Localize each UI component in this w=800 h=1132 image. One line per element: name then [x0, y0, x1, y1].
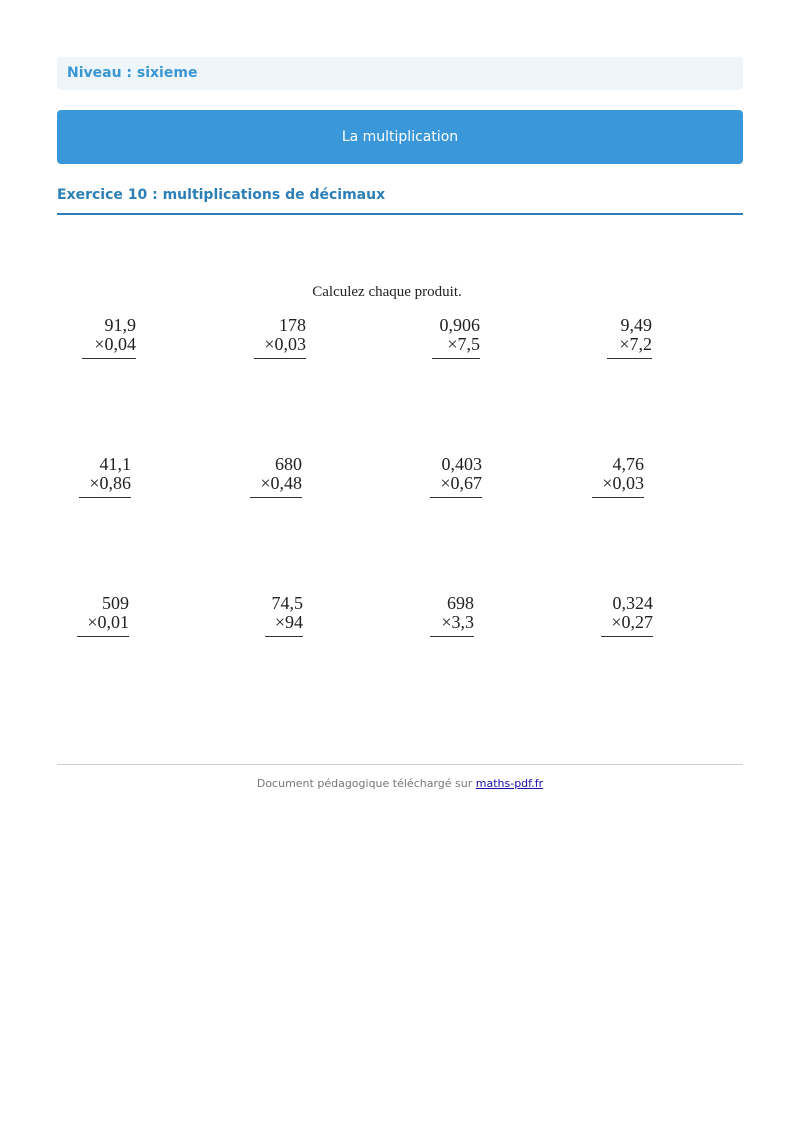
problem-multiplicand: 178 [279, 315, 306, 335]
problem-multiplicand: 698 [447, 593, 474, 613]
exercise-heading: Exercice 10 : multiplications de décimaux [57, 185, 743, 215]
problem-multiplicand: 0,906 [439, 315, 480, 335]
problem-multiplier: ×0,48 [260, 473, 302, 493]
problem-multiplier: ×0,67 [440, 473, 482, 493]
problem-result-line [82, 358, 136, 359]
problem-multiplier: ×7,2 [619, 334, 652, 354]
multiplication-problem [607, 316, 652, 359]
page-title: La multiplication [57, 110, 743, 164]
problem-result-line [250, 497, 302, 498]
problem-result-line [79, 497, 131, 498]
problem-multiplier: ×0,01 [87, 612, 129, 632]
problem-result-line [592, 497, 644, 498]
problem-multiplicand: 4,76 [612, 454, 644, 474]
problem-multiplicand: 0,324 [612, 593, 653, 613]
multiplication-problem [254, 316, 306, 359]
multiplication-problem [82, 316, 136, 359]
problem-multiplicand: 9,49 [620, 315, 652, 335]
exercise-instruction: Calculez chaque produit. [312, 284, 462, 300]
problem-multiplier: ×0,03 [264, 334, 306, 354]
exercise-sheet [57, 270, 743, 650]
multiplication-problem [77, 594, 129, 637]
problem-result-line [254, 358, 306, 359]
problem-multiplicand: 509 [102, 593, 129, 613]
problem-multiplier: ×3,3 [441, 612, 474, 632]
multiplication-problem [592, 455, 644, 498]
problem-multiplier: ×7,5 [447, 334, 480, 354]
problem-multiplicand: 91,9 [104, 315, 136, 335]
problem-result-line [432, 358, 480, 359]
problem-multiplier: ×0,27 [611, 612, 653, 632]
level-label: Niveau : sixieme [57, 57, 743, 90]
footer [57, 777, 743, 790]
problem-result-line [601, 636, 653, 637]
problem-multiplicand: 680 [275, 454, 302, 474]
footer-divider [57, 764, 743, 765]
problem-multiplier: ×0,03 [602, 473, 644, 493]
problem-multiplicand: 0,403 [441, 454, 482, 474]
footer-text: Document pédagogique téléchargé sur [256, 777, 476, 790]
problem-result-line [607, 358, 652, 359]
footer-link[interactable]: maths-pdf.fr [475, 777, 544, 790]
multiplication-problem [430, 455, 482, 498]
problem-result-line [265, 636, 303, 637]
multiplication-problem [250, 455, 302, 498]
problem-result-line [77, 636, 129, 637]
multiplication-problem [79, 455, 131, 498]
multiplication-problem [265, 594, 303, 637]
problem-multiplier: ×94 [274, 612, 303, 632]
multiplication-problem [432, 316, 480, 359]
problem-multiplicand: 74,5 [271, 593, 303, 613]
problem-result-line [430, 497, 482, 498]
multiplication-problem [601, 594, 653, 637]
problem-multiplicand: 41,1 [99, 454, 131, 474]
problem-multiplier: ×0,86 [89, 473, 131, 493]
problem-multiplier: ×0,04 [94, 334, 136, 354]
multiplication-problem [430, 594, 474, 637]
problem-result-line [430, 636, 474, 637]
